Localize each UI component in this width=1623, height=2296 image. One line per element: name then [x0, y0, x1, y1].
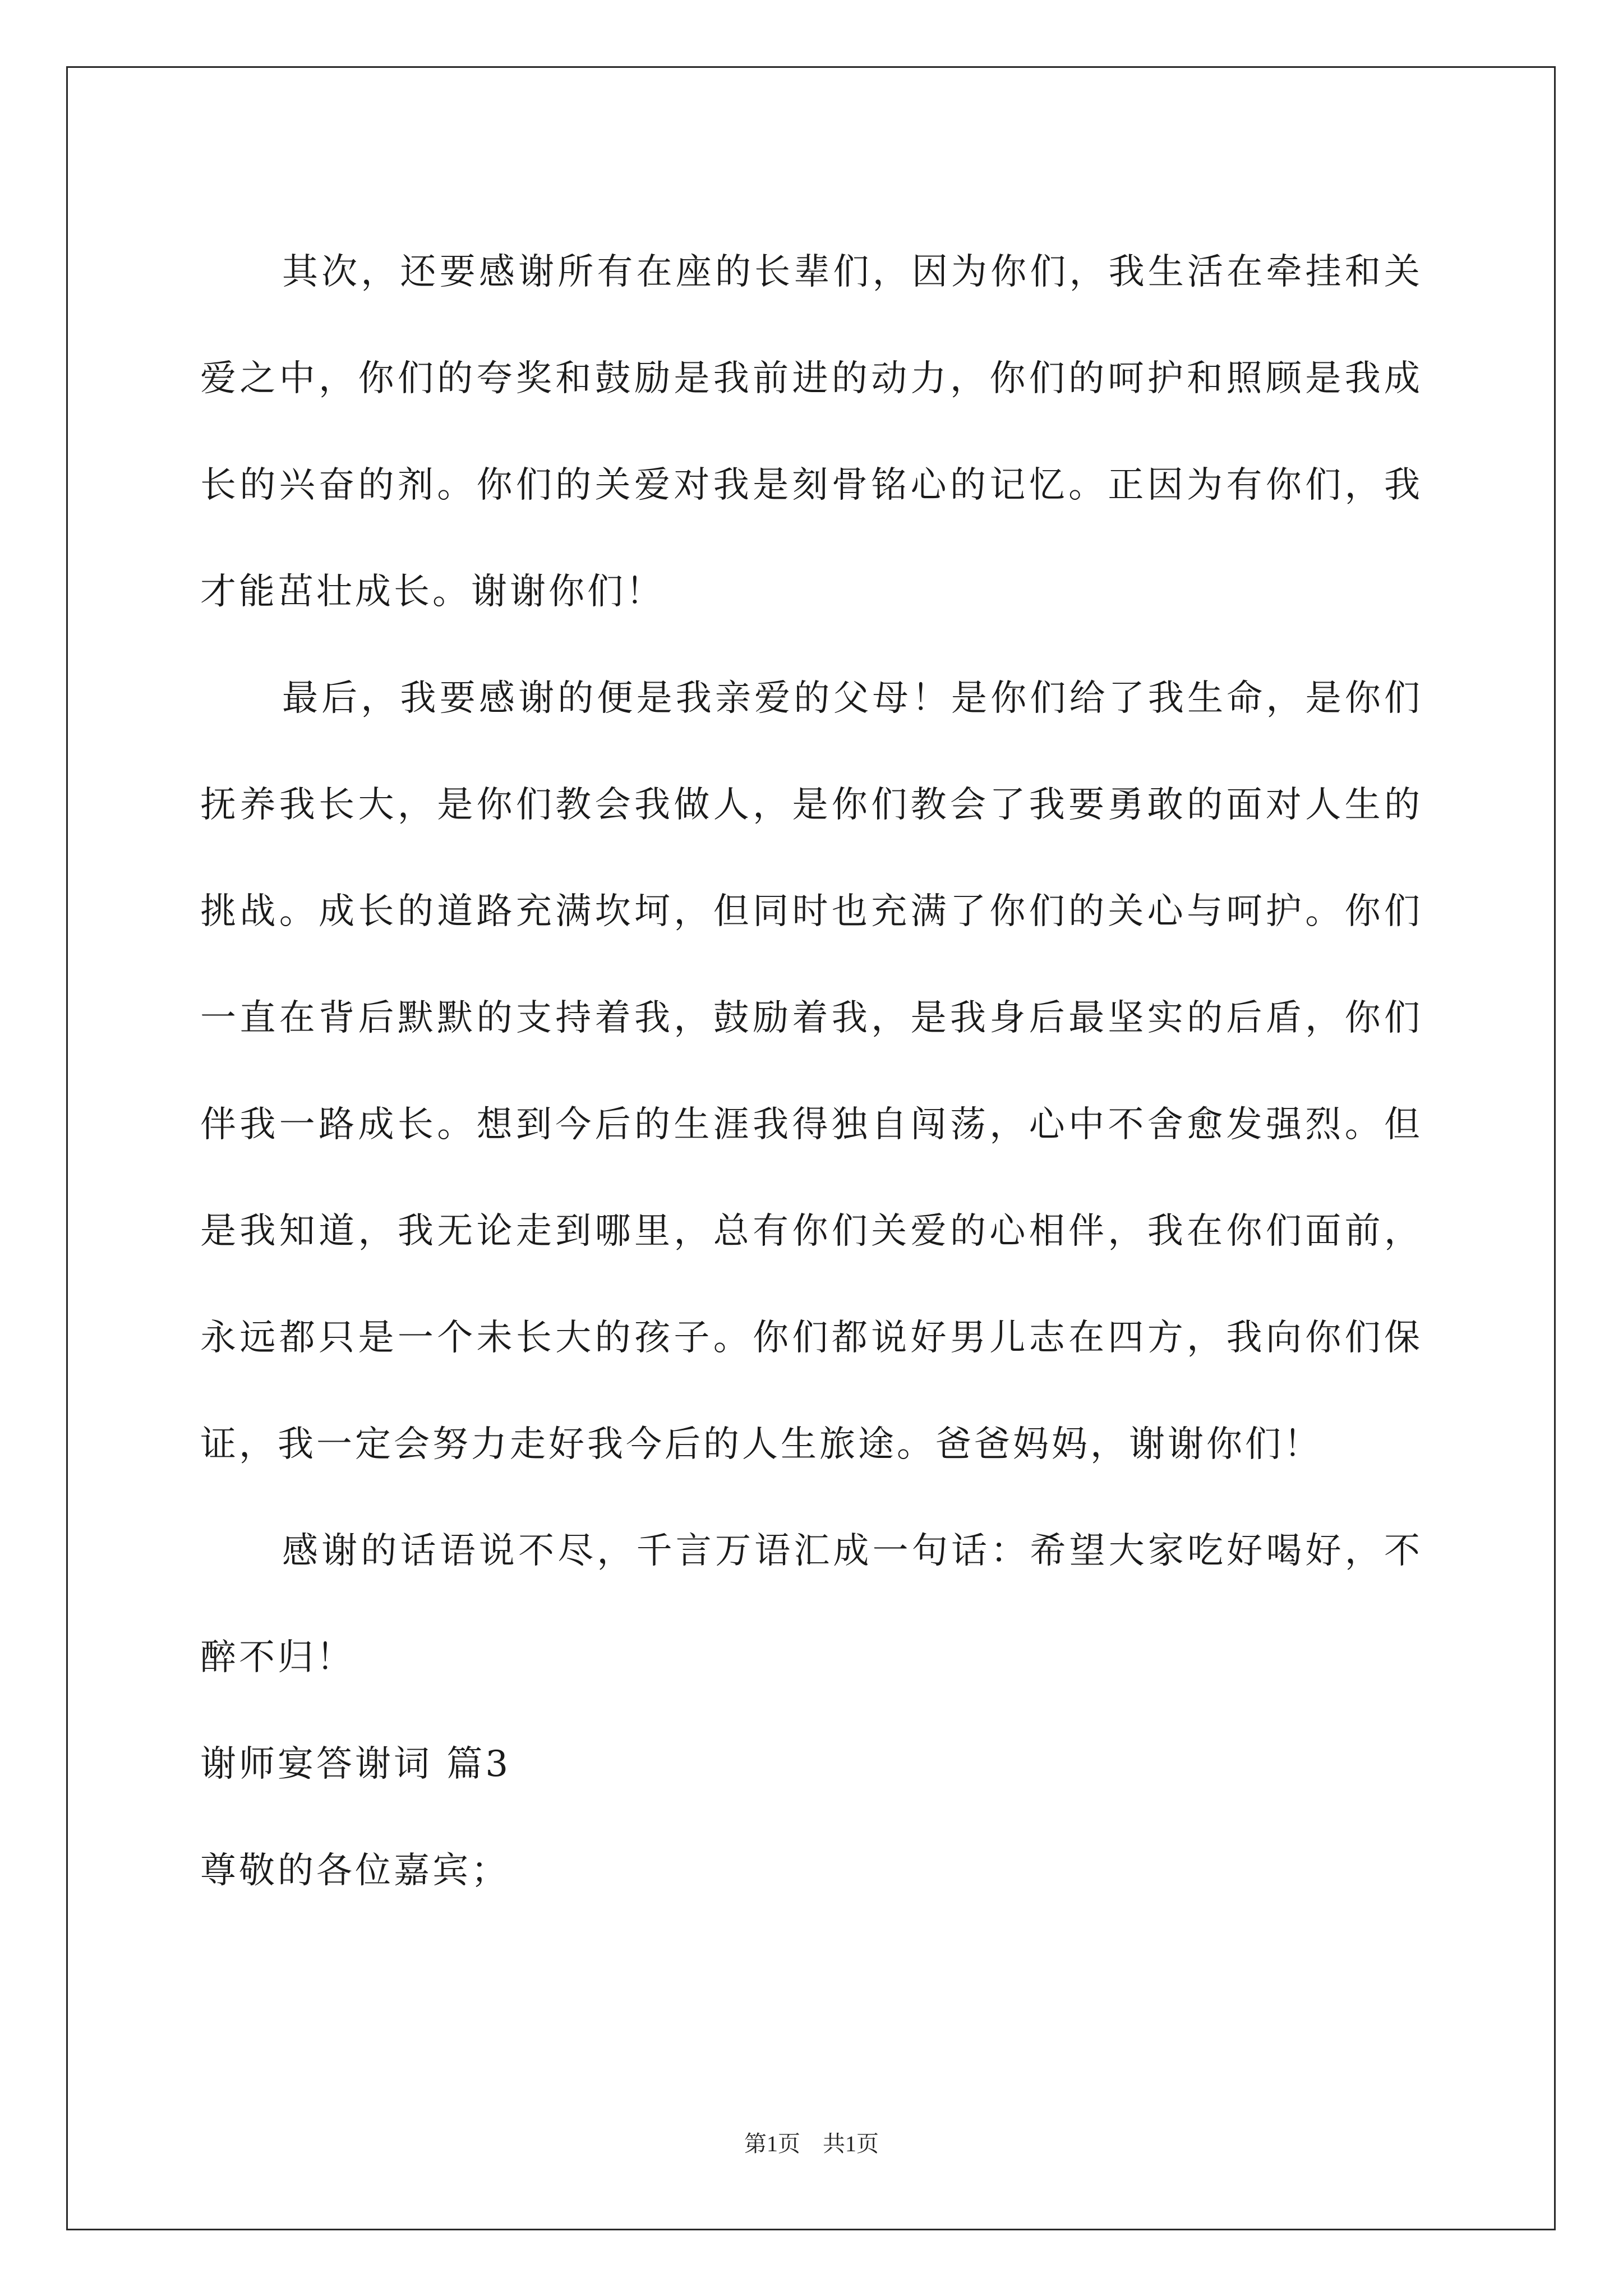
salutation: 尊敬的各位嘉宾； [200, 1850, 510, 1892]
paragraph-closing: 感谢的话语说不尽，千言万语汇成一句话：希望大家吃好喝好，不醉不归！ [200, 1530, 1423, 1678]
paragraph-thanks-elders: 其次，还要感谢所有在座的长辈们，因为你们，我生活在牵挂和关爱之中，你们的夸奖和鼓励是我前进的动力，你们的呵护和照顾是我成长的兴奋的剂。你们的关爱对我是刻骨铭心的记忆。正因为有你们，我才能茁壮成长。谢谢你们！ [200, 251, 1423, 613]
page-footer: 第1页 共1页 [744, 2131, 879, 2156]
paragraph-thanks-parents: 最后，我要感谢的便是我亲爱的父母！是你们给了我生命，是你们抚养我长大，是你们教会我做人，是你们教会了我要勇敢的面对人生的挑战。成长的道路充满坎坷，但同时也充满了你们的关心与呵护。你们一直在背后默默的支持着我，鼓励着我，是我身后最坚实的后盾，你们伴我一路成长。想到今后的生涯我得独自闯荡，心中不舍愈发强烈。但是我知道，我无论走到哪里，总有你们关爱的心相伴，我在你们面前，永远都只是一个未长大的孩子。你们都说好男儿志在四方，我向你们保证，我一定会努力走好我今后的人生旅途。爸爸妈妈，谢谢你们！ [200, 678, 1423, 1465]
section-heading: 谢师宴答谢词 篇3 [200, 1743, 511, 1785]
document-body [200, 219, 1423, 1924]
